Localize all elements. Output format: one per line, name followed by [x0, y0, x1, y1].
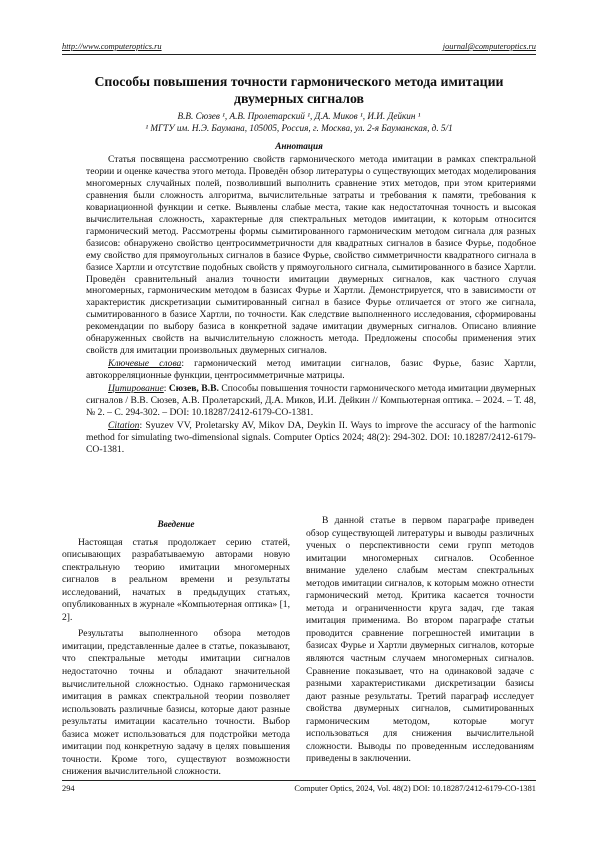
abstract-heading: Аннотация [275, 141, 323, 151]
body-paragraph: В данной статье в первом параграфе приведен обзор существующей литературы и выводы различных ученых о перспективности семи групп методов имитации многомерных сигналов. Особенное внимание уделено слабым местам спектральных методов имитации сигналов, к которым можно отнести гармонический метод. Критика касается точности метода и ограниченности круга задач, где такая имитация применима. Во втором параграфе статьи проводится сравнение погрешностей имитации в базисах Фурье и Хартли двумерных сигналов, которые являются частным случаем многомерных сигналов. Сравнение показывает, что на одинаковой задаче с разными характеристиками дискретизации базисы дают разные результаты. Третий параграф исследует свойства двумерных сигналов, сымитированных гармоническим методом, которые могут использоваться для снижения вычислительной сложности. Выводы по проведенным исследованиям приведены в заключении. [306, 515, 534, 765]
abstract-block [86, 154, 536, 456]
page-number: 294 [62, 784, 75, 793]
introduction-heading: Введение [157, 519, 195, 529]
keywords-label: Ключевые слова [108, 358, 182, 370]
author-list: В.В. Сюзев ¹, А.В. Пролетарский ¹, Д.А. Миков ¹, И.И. Дейкин ¹ [177, 111, 421, 121]
journal-email-link[interactable]: journal@computeroptics.ru [442, 42, 536, 51]
citation-ru-text: Способы повышения точности гармонического метода имитации двумерных сигналов / В.В. Сюзев, А.В. Пролетарский, Д.А. Миков, И.И. Дейкин // Компьютерная оптика. – 2024. – Т. 48, № 2. – С. 294-302. – DOI: 10.18287/2412-6179-CO-1381. [86, 383, 536, 419]
citation-ru-paragraph: Цитирование: Сюзев, В.В. Способы повышения точности гармонического метода имитации двумерных сигналов / В.В. Сюзев, А.В. Пролетарский, Д.А. Миков, И.И. Дейкин // Компьютерная оптика. – 2024. – Т. 48, № 2. – С. 294-302. – DOI: 10.18287/2412-6179-CO-1381. [86, 383, 536, 419]
abstract-text: Статья посвящена рассмотрению свойств гармонического метода имитации в рамках спектральной теории и оценке качества этого метода. Проведён обзор литературы о существующих методах моделирования многомерных случайных полей, позволивший выполнить сравнение этих методов, при этом критериями сравнения были сложность алгоритма, вычислительные затраты и требования к памяти, требования к ковариационной функции и сетке. Выявлены слабые места, такие как недостаточная точность и высокая вычислительная сложность, характерные для спектральных методов имитации, к которым относится гармонический метод. Рассмотрены формы сымитированного гармоническим методом сигнала для разных базисов: обнаружено свойство центросимметричности для квадратных сигналов в базисе Фурье, подобное ему свойство для прямоугольных сигналов в базисе Фурье, свойство симметричности квадратного сигнала в базисе Хартли и отсутствие подобных свойств у прямоугольного сигнала, сымитированного в базисе Хартли. Проведён сравнительный анализ точности имитации двумерных сигналов, как частного случая многомерных, гармоническим методом в базисах Фурье и Хартли. Демонстрируется, что в зависимости от характеристик дискретизации сымитированный сигнал в базисе Фурье отличается от этого же сигнала, сымитированного в базисе Хартли, по точности. Как следствие выполненного исследования, сформированы рекомендации по выбору базиса в конкретной задаче имитации двумерных сигналов. Описано влияние обнаруженных свойств на вычислительную сложность метода. Предложены способы применения этих свойств для имитации произвольных двумерных сигналов. [86, 154, 536, 357]
right-column [306, 515, 534, 770]
citation-en-paragraph [86, 420, 536, 456]
header-rule [62, 54, 536, 55]
affiliation: ¹ МГТУ им. Н.Э. Баумана, 105005, Россия, г. Москва, ул. 2-я Бауманская, д. 5/1 [145, 123, 453, 133]
citation-ru-authors: Сюзев, В.В. [168, 383, 219, 395]
running-header [62, 42, 536, 54]
citation-ru-label: Цитирование [108, 383, 164, 395]
journal-url-link[interactable]: http://www.computeroptics.ru [62, 42, 162, 51]
citation-en-text: : Syuzev VV, Proletarsky AV, Mikov DA, Deykin II. Ways to improve the accuracy of the harmonic method for simulating two-dimensional signals. Computer Optics 2024; 48(2): 294-302. DOI: 10.18287/2412-6179-CO-1381. [86, 419, 536, 455]
body-paragraph: Результаты выполненного обзора методов имитации, представленные далее в статье, показывают, что спектральные методы имитации сигналов недостаточно точны и обладают значительной вычислительной сложностью. Однако гармоническая имитация в рамках спектральной теории позволяет использовать различные базисы, которые дают разные результаты имитации касательно точности. Выбор базиса может использоваться для подстройки метода имитации под конкретную задачу в целях повышения точности. Кроме того, существуют возможности снижения вычислительной сложности. [62, 628, 290, 778]
footer-rule [62, 780, 536, 781]
keywords-paragraph [86, 358, 536, 382]
left-column [62, 515, 290, 783]
keywords-text: : гармонический метод имитации сигналов, базис Фурье, базис Хартли, автокорреляционные функции, центросимметричные матрицы. [86, 358, 536, 382]
citation-en-label: Citation [108, 419, 140, 431]
journal-info: Computer Optics, 2024, Vol. 48(2) DOI: 10.18287/2412-6179-CO-1381 [294, 784, 536, 793]
running-footer [62, 784, 536, 796]
body-paragraph: Настоящая статья продолжает серию статей, описывающих разрабатываемую авторами новую спектральную теорию имитации многомерных сигналов в реальном времени и результаты исследований, начатых в предыдущих статьях, опубликованных в журнале «Компьютерная оптика» [1, 2]. [62, 536, 290, 623]
article-title: Способы повышения точности гармонического метода имитации двумерных сигналов [94, 74, 504, 106]
